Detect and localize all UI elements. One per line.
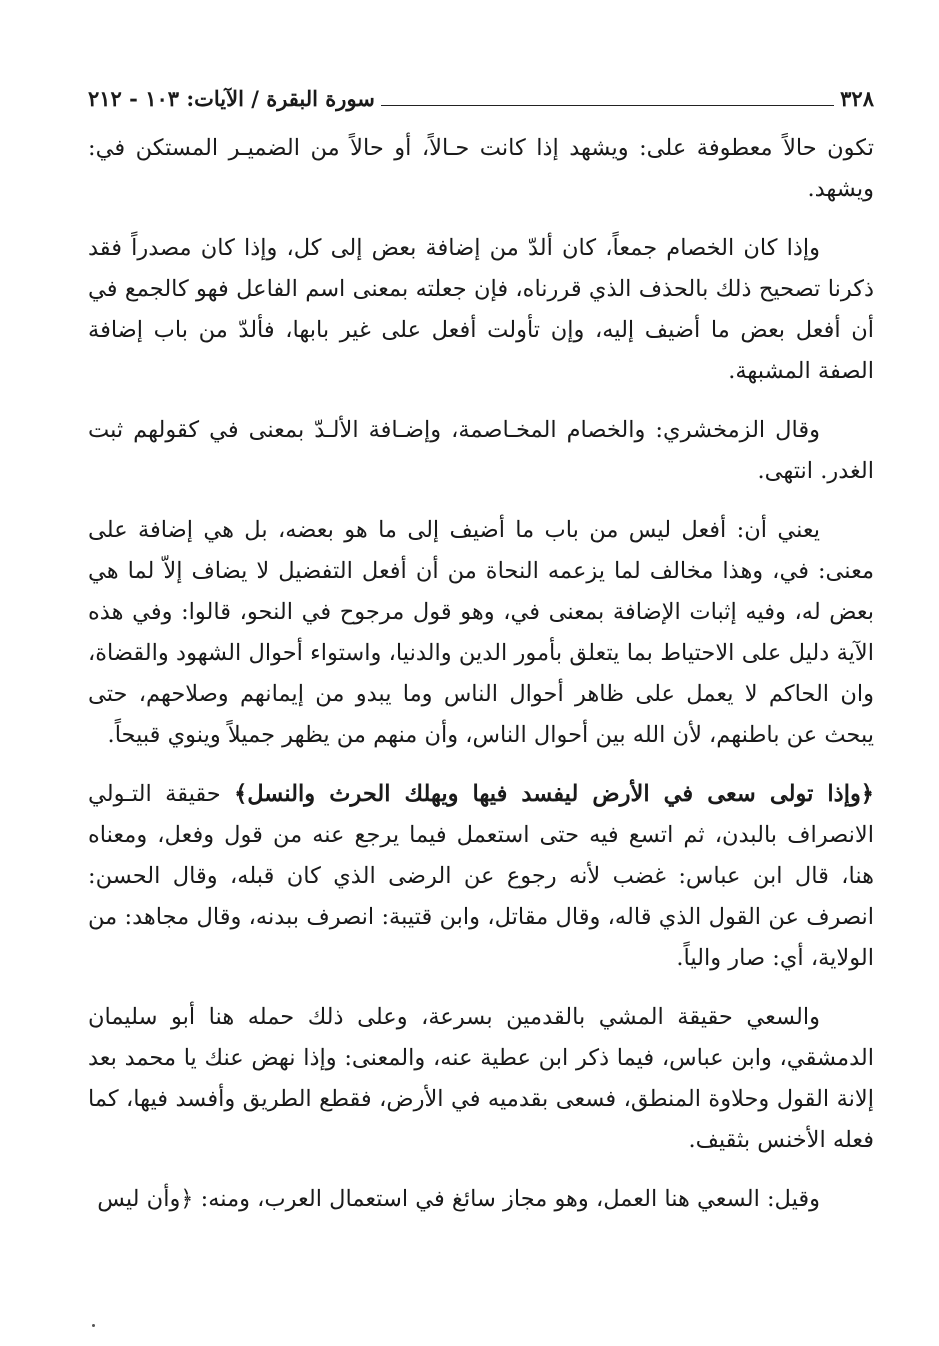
paragraph-3 bbox=[88, 410, 874, 492]
paragraph-6 bbox=[88, 997, 874, 1161]
paragraph-3-text: وقال الزمخشري: والخصام المخـاصمة، وإضـافة الألـدّ بمعنى في كقولهم ثبت الغدر. انتهى. bbox=[88, 417, 874, 484]
paragraph-1 bbox=[88, 128, 874, 210]
header-rule bbox=[381, 91, 834, 106]
paragraph-5 bbox=[88, 774, 874, 979]
header-title: سورة البقرة / الآيات: ١٠٣ - ٢١٢ bbox=[88, 85, 375, 111]
paragraph-5-text: حقيقة التـولي الانصراف بالبدن، ثم اتسع فيه حتى استعمل فيما يرجع عنه من قول وفعل، ومعناه هنا، قال ابن عباس: غضب لأنه رجوع عن الرضى الذي كان قبله، وقال الحسن: انصرف عن القول الذي قاله، وقال مقاتل، وابن قتيبة: انصرف ببدنه، وقال مجاهد: من الولاية، أي: صار والياً. bbox=[88, 781, 874, 971]
paragraph-2 bbox=[88, 228, 874, 392]
page bbox=[88, 78, 874, 1238]
paragraph-1-text: تكون حالاً معطوفة على: ويشهد إذا كانت حـالاً، أو حالاً من الضميـر المستكن في: ويشهد. bbox=[88, 135, 874, 202]
paragraph-6-text: والسعي حقيقة المشي بالقدمين بسرعة، وعلى ذلك حمله هنا أبو سليمان الدمشقي، وابن عباس، فيما ذكر ابن عطية عنه، والمعنى: وإذا نهض عنك يا محمد بعد إلانة القول وحلاوة المنطق، فسعى بقدميه في الأرض، فقطع الطريق وأفسد فيها، كما فعله الأخنس بثقيف. bbox=[88, 1004, 874, 1153]
page-number: ٣٢٨ bbox=[840, 85, 874, 111]
quran-verse: ﴿وإذا تولى سعى في الأرض ليفسد فيها ويهلك الحرث والنسل﴾ bbox=[234, 781, 874, 807]
paragraph-4 bbox=[88, 510, 874, 756]
running-header bbox=[88, 78, 874, 118]
paragraph-7 bbox=[88, 1179, 874, 1220]
body-text bbox=[88, 128, 874, 1220]
paragraph-7-text: وقيل: السعي هنا العمل، وهو مجاز سائغ في استعمال العرب، ومنه: ﴿وأن ليس bbox=[97, 1186, 820, 1212]
paragraph-2-text: وإذا كان الخصام جمعاً، كان ألدّ من إضافة بعض إلى كل، وإذا كان مصدراً فقد ذكرنا تصحيح ذلك بالحذف الذي قررناه، فإن جعلته بمعنى اسم الفاعل فهو كالجمع في أن أفعل بعض ما أضيف إليه، وإن تأولت أفعل على غير بابها، فألدّ من باب إضافة الصفة المشبهة. bbox=[88, 235, 874, 384]
scan-speck bbox=[92, 1324, 95, 1327]
paragraph-4-text: يعني أن: أفعل ليس من باب ما أضيف إلى ما هو بعضه، بل هي إضافة على معنى: في، وهذا مخالف لما يزعمه النحاة من أن أفعل التفضيل لا يضاف إلاّ لما هي بعض له، وفيه إثبات الإضافة بمعنى في، وهو قول مرجوح في النحو، قالوا: وفي هذه الآية دليل على الاحتياط بما يتعلق بأمور الدين والدنيا، واستواء أحوال الشهود والقضاة، وان الحاكم لا يعمل على ظاهر أحوال الناس وما يبدو من إيمانهم وصلاحهم، حتى يبحث عن باطنهم، لأن الله بين أحوال الناس، وأن منهم من يظهر جميلاً وينوي قبيحاً. bbox=[88, 517, 874, 748]
